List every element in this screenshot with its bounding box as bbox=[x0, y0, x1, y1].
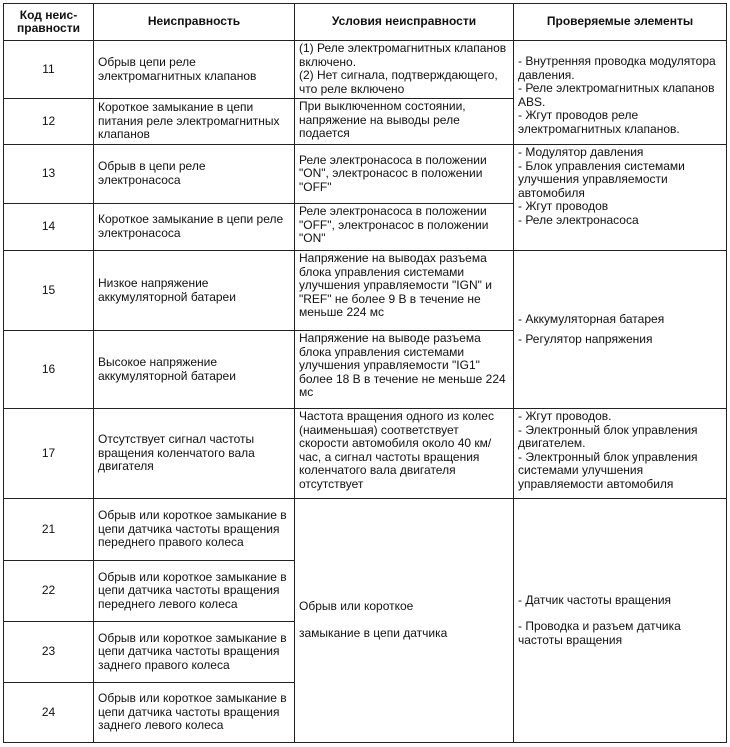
table-row bbox=[4, 409, 727, 499]
fault-condition: Реле электронасоса в положении "OFF", электронасос в положении "ON" bbox=[295, 204, 514, 251]
fault-description: Обрыв или короткое замыкание в цепи датчика частоты вращения заднего левого колеса bbox=[94, 683, 295, 743]
checked-elements: - Жгут проводов. - Электронный блок управления двигателем. - Электронный блок управления системами улучшения управляемости автомобиля bbox=[514, 409, 727, 499]
fault-condition: Напряжение на выводе разъема блока управления системами улучшения управляемости "IG1" более 18 В в течение не меньше 224 мс bbox=[295, 331, 514, 409]
fault-code: 21 bbox=[4, 499, 94, 561]
table-row bbox=[4, 499, 727, 561]
fault-code-table bbox=[3, 3, 727, 743]
fault-description: Высокое напряжение аккумуляторной батареи bbox=[94, 331, 295, 409]
table-row bbox=[4, 145, 727, 204]
table-header-row bbox=[4, 4, 727, 41]
fault-description: Низкое напряжение аккумуляторной батареи bbox=[94, 251, 295, 331]
checked-elements: - Датчик частоты вращения - Проводка и разъем датчика частоты вращения bbox=[514, 499, 727, 743]
fault-condition: Реле электронасоса в положении "ON", электронасос в положении "OFF" bbox=[295, 145, 514, 204]
fault-description: Отсутствует сигнал частоты вращения коленчатого вала двигателя bbox=[94, 409, 295, 499]
fault-code: 14 bbox=[4, 204, 94, 251]
fault-condition: Частота вращения одного из колес (наименьшая) соответствует скорости автомобиля около 40 км/час, а сигнал частоты вращения коленчатого вала двигателя отсутствует bbox=[295, 409, 514, 499]
fault-condition: Напряжение на выводах разъема блока управления системами улучшения управляемости "IGN" и "REF" не более 9 В в течение не меньше 224 мс bbox=[295, 251, 514, 331]
fault-code: 22 bbox=[4, 561, 94, 622]
header-fault: Неисправность bbox=[94, 4, 295, 41]
fault-code: 16 bbox=[4, 331, 94, 409]
fault-description: Обрыв или короткое замыкание в цепи датчика частоты вращения заднего правого колеса bbox=[94, 622, 295, 683]
fault-code: 24 bbox=[4, 683, 94, 743]
table-row bbox=[4, 41, 727, 99]
fault-description: Обрыв или короткое замыкание в цепи датчика частоты вращения переднего левого колеса bbox=[94, 561, 295, 622]
fault-description: Обрыв в цепи реле электронасоса bbox=[94, 145, 295, 204]
fault-description: Короткое замыкание в цепи питания реле электромагнитных клапанов bbox=[94, 99, 295, 145]
checked-elements: - Внутренняя проводка модулятора давления. - Реле электромагнитных клапанов ABS. - Жгут проводов реле электромагнитных клапанов. bbox=[514, 41, 727, 145]
sensor-fault-condition: Обрыв или короткое замыкание в цепи датчика bbox=[295, 499, 514, 743]
table-row bbox=[4, 251, 727, 331]
fault-code: 23 bbox=[4, 622, 94, 683]
header-condition: Условия неисправности bbox=[295, 4, 514, 41]
fault-description: Обрыв или короткое замыкание в цепи датчика частоты вращения переднего правого колеса bbox=[94, 499, 295, 561]
fault-code: 11 bbox=[4, 41, 94, 99]
fault-code: 13 bbox=[4, 145, 94, 204]
header-code: Код неис- правности bbox=[4, 4, 94, 41]
checked-elements: - Аккумуляторная батарея - Регулятор напряжения bbox=[514, 251, 727, 409]
header-elements: Проверяемые элементы bbox=[514, 4, 727, 41]
fault-condition: При выключенном состоянии, напряжение на выводы реле подается bbox=[295, 99, 514, 145]
fault-condition: (1) Реле электромагнитных клапанов включено. (2) Нет сигнала, подтверждающего, что реле включено bbox=[295, 41, 514, 99]
fault-code-document bbox=[3, 3, 727, 743]
fault-code: 17 bbox=[4, 409, 94, 499]
fault-description: Обрыв цепи реле электромагнитных клапанов bbox=[94, 41, 295, 99]
fault-code: 12 bbox=[4, 99, 94, 145]
fault-description: Короткое замыкание в цепи реле электронасоса bbox=[94, 204, 295, 251]
fault-code: 15 bbox=[4, 251, 94, 331]
checked-elements: - Модулятор давления - Блок управления системами улучшения управляемости автомобиля - Жгут проводов - Реле электронасоса bbox=[514, 145, 727, 251]
